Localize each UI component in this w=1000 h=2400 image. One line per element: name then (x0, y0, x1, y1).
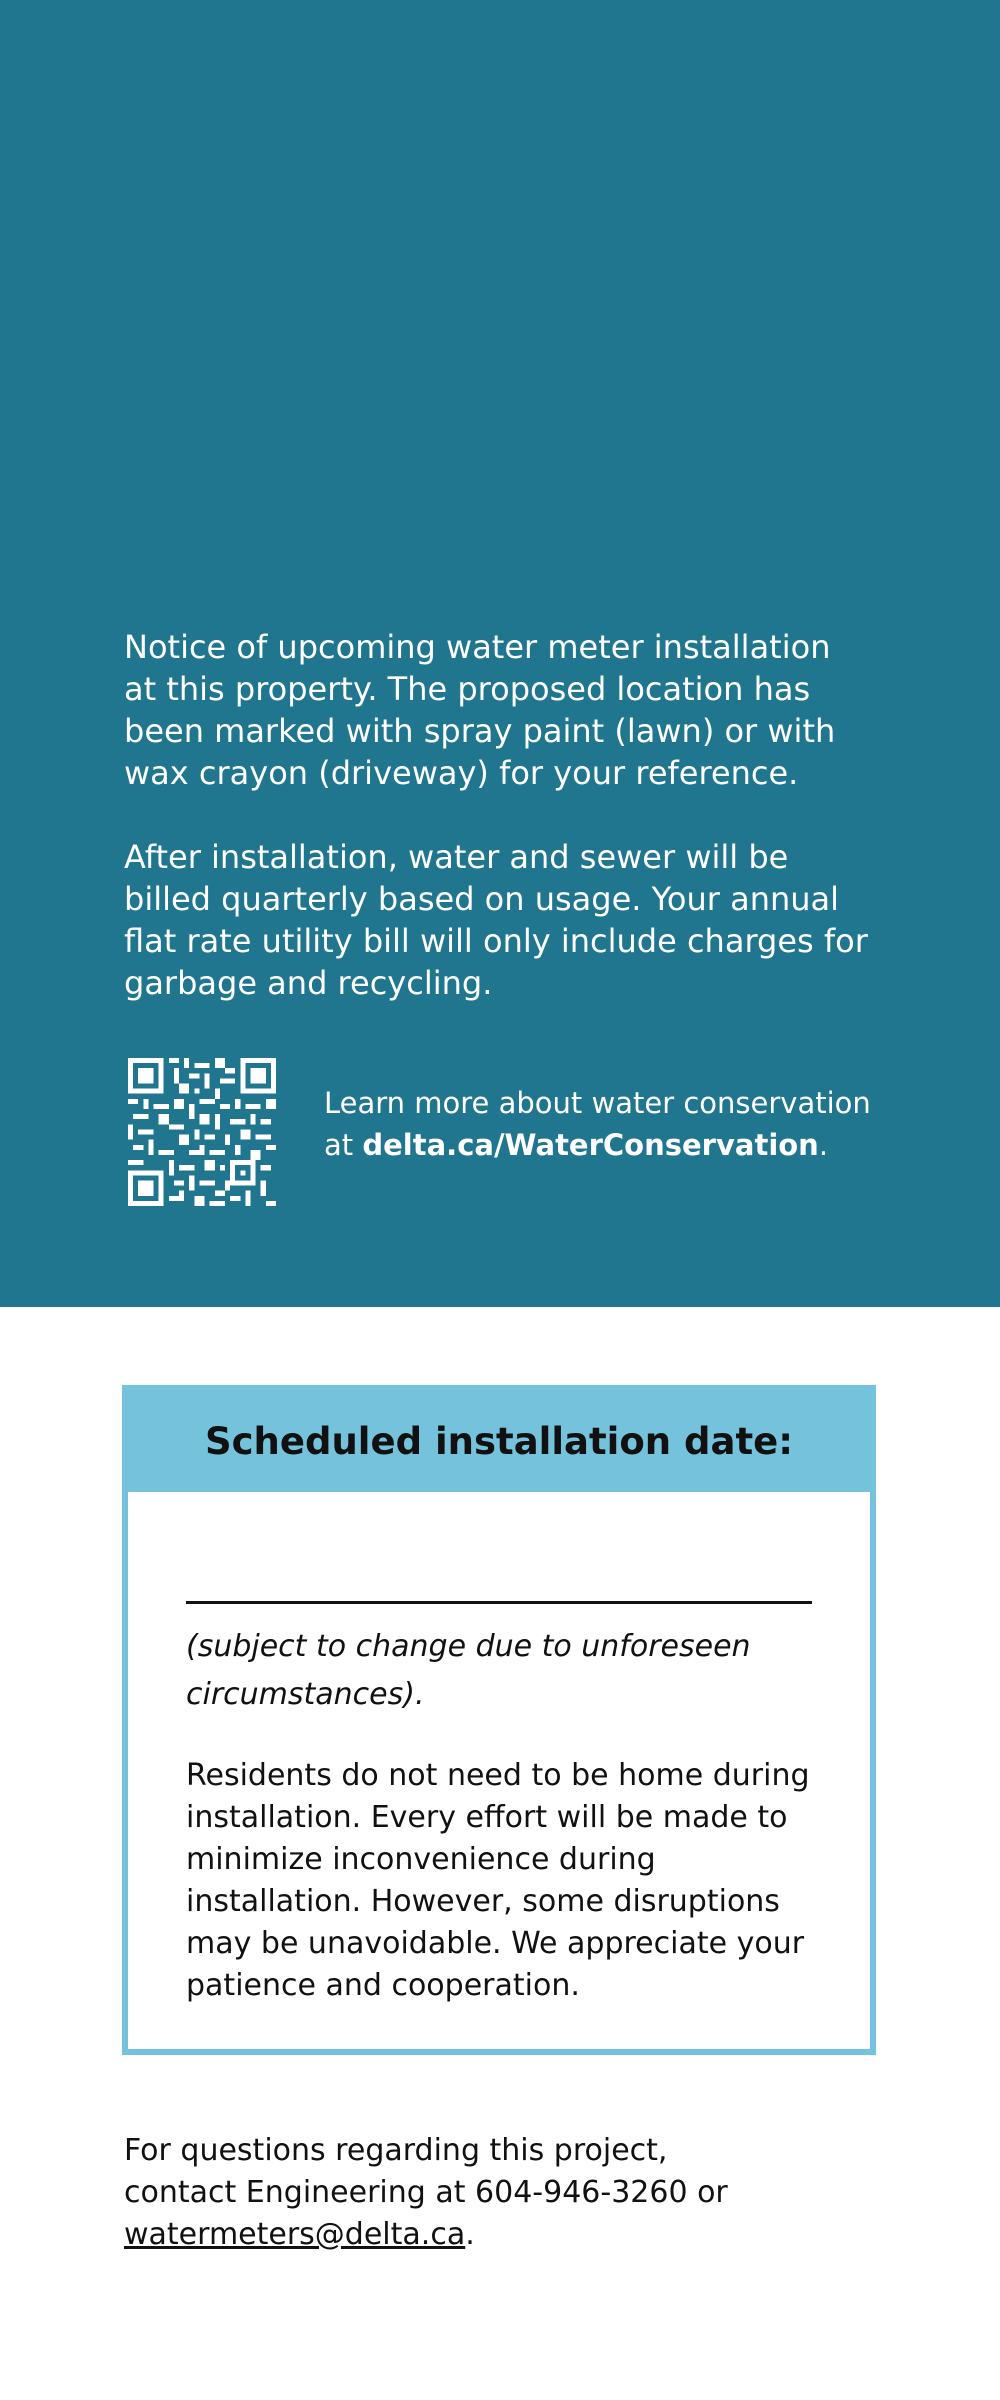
learn-more-suffix: . (818, 1128, 829, 1162)
date-disclaimer: (subject to change due to unforeseen circumstances). (186, 1629, 751, 1712)
installation-date-header (128, 1391, 870, 1492)
billing-text: After installation, water and sewer will be billed quarterly based on usage. Your annual flat rate utility bill will only include charges for garbage and recycling. (124, 838, 868, 1002)
installation-date-box (122, 1385, 876, 2055)
residents-notice: Residents do not need to be home during installation. Every effort will be made to minimize inconvenience during installation. However, some disruptions may be unavoidable. We appreciate your patience and cooperation. (186, 1758, 810, 2003)
installation-date-heading: Scheduled installation date: (204, 1420, 794, 1463)
contact-suffix: . (465, 2217, 475, 2252)
contact-prefix: For questions regarding this project, contact Engineering at 604-946-3260 or (124, 2133, 728, 2210)
qr-code-icon[interactable] (128, 1058, 276, 1206)
learn-more-prefix: Learn more about water conservation at (324, 1086, 871, 1162)
notice-text: Notice of upcoming water meter installation at this property. The proposed location has been marked with spray paint (lawn) or with wax crayon (driveway) for your reference. (124, 628, 836, 792)
contact-text (124, 2130, 944, 2256)
water-conservation-link[interactable]: delta.ca/WaterConservation (362, 1128, 819, 1162)
installation-date-blank-line (186, 1601, 812, 1604)
contact-email-link[interactable]: watermeters@delta.ca (124, 2217, 466, 2252)
learn-more-text (324, 1082, 964, 1166)
